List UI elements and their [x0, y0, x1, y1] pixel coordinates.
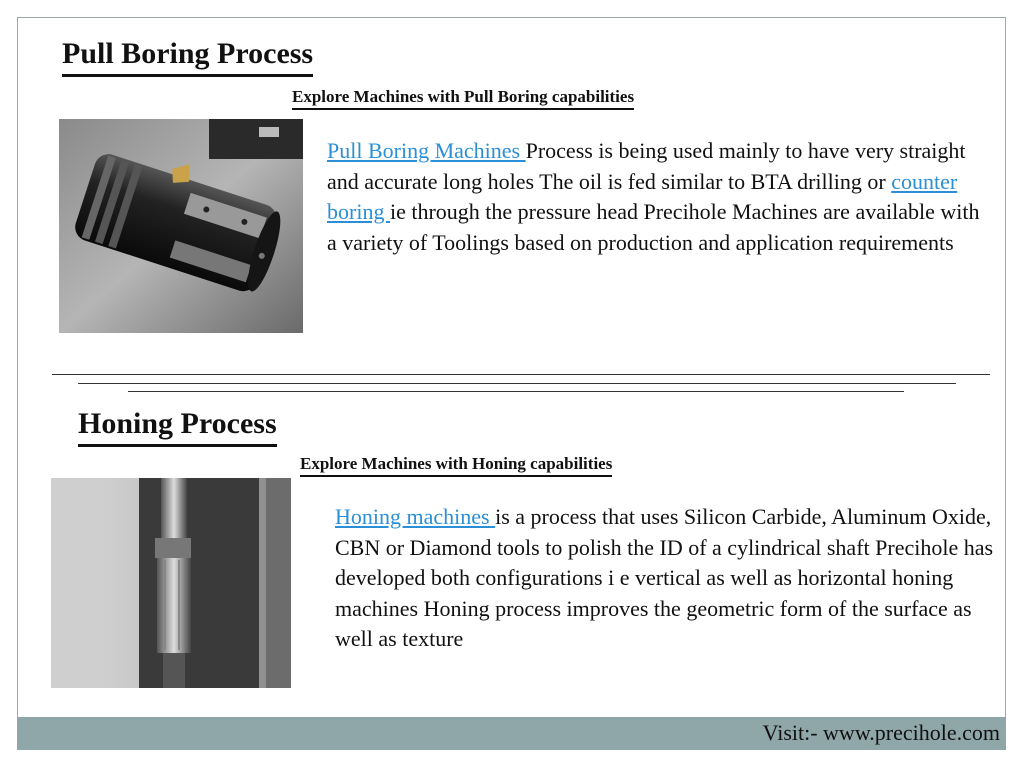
divider-line [128, 391, 904, 392]
footer-website-link[interactable]: Visit:- www.precihole.com [762, 720, 1000, 745]
pull-boring-text-2: ie through the pressure head Precihole Machines are available with a variety of Toolings based on production and application requirements [327, 199, 980, 255]
honing-text-1: is a process that uses Silicon Carbide, Aluminum Oxide, CBN or Diamond tools to polish the ID of a cylindrical shaft Precihole has developed both configurations i e vertical as well as horizontal honing machines Honing process improves the geometric form of the surface as well as texture [335, 504, 994, 651]
divider-line [78, 383, 956, 384]
honing-description [335, 502, 995, 655]
honing-title: Honing Process [78, 406, 277, 447]
pull-boring-title: Pull Boring Process [62, 36, 313, 77]
counter-boring-link[interactable]: counter boring [327, 168, 958, 224]
footer-bar [17, 717, 1006, 750]
pull-boring-machines-link[interactable]: Pull Boring Machines [327, 138, 526, 163]
pull-boring-text-1: Process is being used mainly to have very straight and accurate long holes The oil is fed similar to BTA drilling or [327, 138, 966, 194]
honing-machines-link[interactable]: Honing machines [335, 504, 496, 529]
divider-line [52, 374, 990, 375]
pull-boring-description [327, 136, 992, 258]
pull-boring-tool-image [59, 119, 303, 333]
pull-boring-subtitle[interactable]: Explore Machines with Pull Boring capabilities [292, 86, 634, 110]
honing-tool-image [51, 478, 291, 688]
honing-subtitle[interactable]: Explore Machines with Honing capabilities [300, 453, 612, 477]
